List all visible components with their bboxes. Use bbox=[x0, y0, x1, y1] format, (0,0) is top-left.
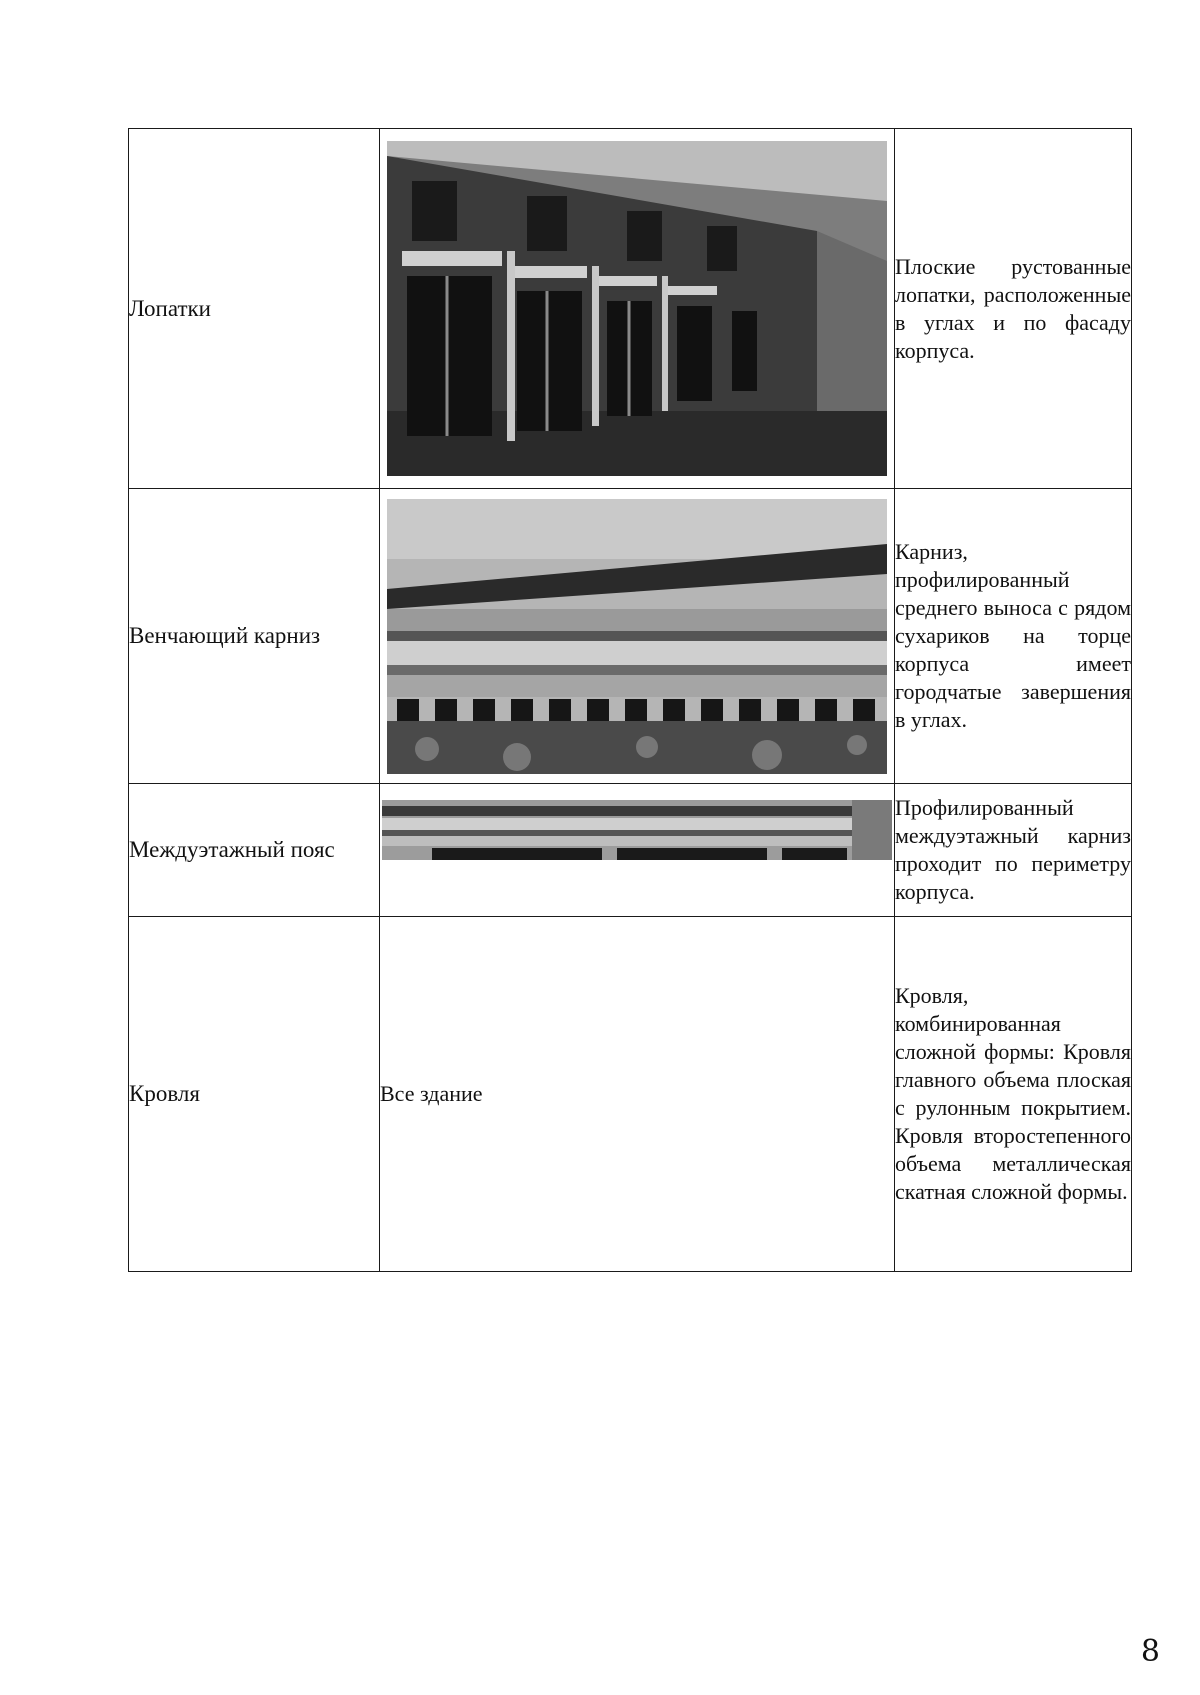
element-description: Профилированный междуэтажный карниз проходит по периметру корпуса. bbox=[895, 784, 1132, 917]
facade-photo bbox=[387, 141, 887, 476]
table-row bbox=[129, 129, 1132, 489]
photo-cell bbox=[380, 784, 895, 917]
element-name: Кровля bbox=[129, 917, 380, 1272]
architecture-elements-table bbox=[128, 128, 1132, 1272]
belt-photo bbox=[382, 800, 892, 860]
page-mark: 8 bbox=[1140, 1634, 1160, 1669]
element-name: Междуэтажный пояс bbox=[129, 784, 380, 917]
element-name: Лопатки bbox=[129, 129, 380, 489]
element-name: Венчающий карниз bbox=[129, 489, 380, 784]
element-description: Карниз, профилированный среднего выноса с рядом сухариков на торце корпуса имеет городчатые завершения в углах. bbox=[895, 489, 1132, 784]
table-row bbox=[129, 784, 1132, 917]
photo-cell bbox=[380, 129, 895, 489]
table-row bbox=[129, 489, 1132, 784]
element-description: Плоские рустованные лопатки, расположенные в углах и по фасаду корпуса. bbox=[895, 129, 1132, 489]
table-row bbox=[129, 917, 1132, 1272]
location-cell: Все здание bbox=[380, 917, 895, 1272]
photo-cell bbox=[380, 489, 895, 784]
cornice-photo bbox=[387, 499, 887, 774]
element-description: Кровля, комбинированная сложной формы: Кровля главного объема плоская с рулонным покрытием. Кровля второстепенного объема металлическая скатная сложной формы. bbox=[895, 917, 1132, 1272]
